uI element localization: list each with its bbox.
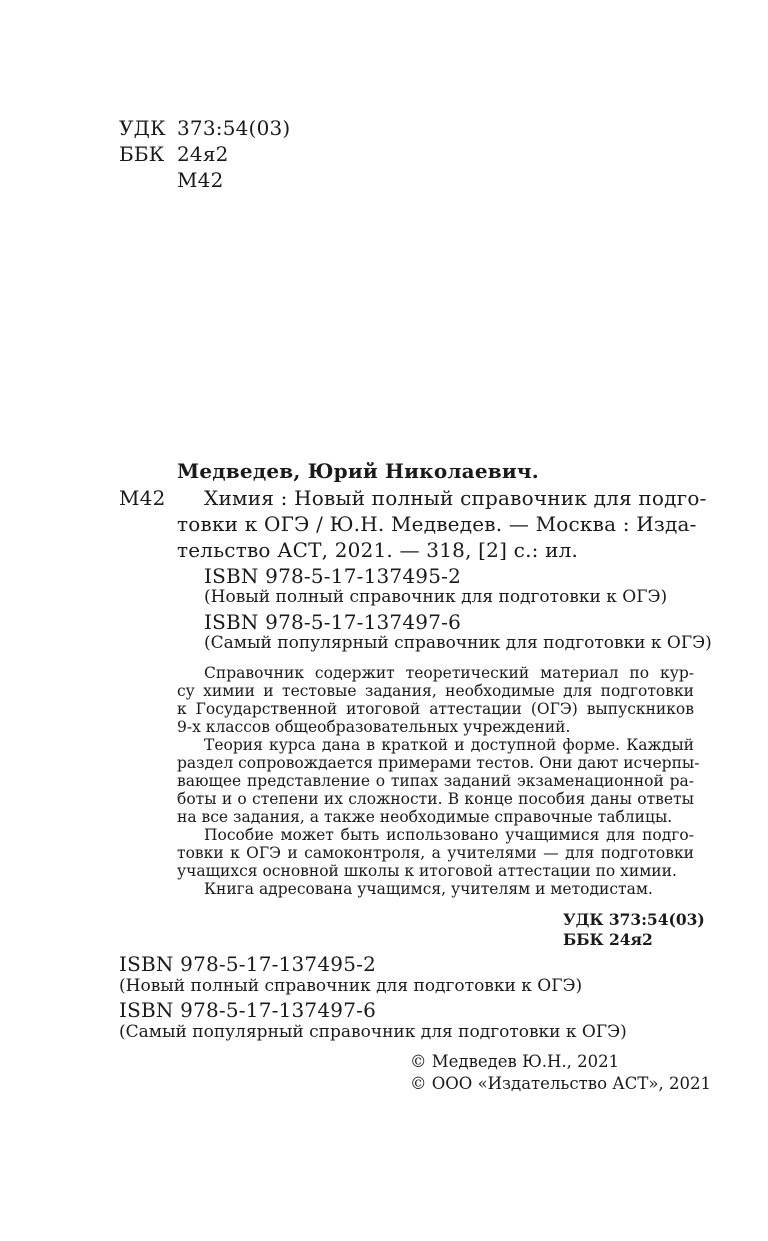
record-isbn-1: ISBN 978-5-17-137495-2 <box>204 564 462 588</box>
bottom-isbn-1-note: (Новый полный справочник для подготовки к ОГЭ) <box>119 976 583 996</box>
annotation-p1-line-4: 9-х классов общеобразовательных учреждений. <box>177 718 571 736</box>
annotation-p1-line-3: к Государственной итоговой аттестации (ОГЭ) выпускников <box>177 700 694 718</box>
record-title-line-1: Химия : Новый полный справочник для подго- <box>204 486 707 510</box>
annotation-bbk: ББК 24я2 <box>563 930 653 949</box>
annotation-p3-line-1: Пособие может быть использовано учащимися для подго- <box>204 826 694 844</box>
record-title-line-3: тельство АСТ, 2021. — 318, [2] с.: ил. <box>177 538 579 562</box>
record-title-line-2: товки к ОГЭ / Ю.Н. Медведев. — Москва : Изда- <box>177 512 697 536</box>
udk-label: УДК <box>119 116 166 140</box>
annotation-p1-line-2: су химии и тестовые задания, необходимые для подготовки <box>177 682 694 700</box>
annotation-p3-line-3: учащихся основной школы к итоговой аттестации по химии. <box>177 862 677 880</box>
annotation-udk: УДК 373:54(03) <box>563 910 705 929</box>
annotation-p3-line-2: товки к ОГЭ и самоконтроля, а учителями — для подготовки <box>177 844 694 862</box>
annotation-p4: Книга адресована учащимся, учителям и методистам. <box>204 880 653 898</box>
udk-value: 373:54(03) <box>177 116 291 140</box>
record-isbn-1-note: (Новый полный справочник для подготовки к ОГЭ) <box>204 587 668 607</box>
copyright-publisher: © ООО «Издательство АСТ», 2021 <box>410 1074 711 1093</box>
bbk-label: ББК <box>119 142 165 166</box>
author-mark: М42 <box>177 168 224 192</box>
annotation-p2-line-1: Теория курса дана в краткой и доступной форме. Каждый <box>204 736 694 754</box>
copyright-author: © Медведев Ю.Н., 2021 <box>410 1052 620 1071</box>
record-author: Медведев, Юрий Николаевич. <box>177 459 539 483</box>
annotation-p2-line-4: боты и о степени их сложности. В конце пособия даны ответы <box>177 790 694 808</box>
record-isbn-2: ISBN 978-5-17-137497-6 <box>204 610 462 634</box>
annotation-p2-line-3: вающее представление о типах заданий экзаменационной ра- <box>177 772 694 790</box>
annotation-p2-line-5: на все задания, а также необходимые справочные таблицы. <box>177 808 673 826</box>
annotation-p1-line-1: Справочник содержит теоретический материал по кур- <box>204 664 694 682</box>
bottom-isbn-2: ISBN 978-5-17-137497-6 <box>119 998 377 1022</box>
bbk-value: 24я2 <box>177 142 229 166</box>
bottom-isbn-2-note: (Самый популярный справочник для подготовки к ОГЭ) <box>119 1022 627 1042</box>
record-isbn-2-note: (Самый популярный справочник для подготовки к ОГЭ) <box>204 633 712 653</box>
annotation-p2-line-2: раздел сопровождается примерами тестов. Они дают исчерпы- <box>177 754 700 772</box>
bottom-isbn-1: ISBN 978-5-17-137495-2 <box>119 952 377 976</box>
record-mark: М42 <box>119 486 166 510</box>
